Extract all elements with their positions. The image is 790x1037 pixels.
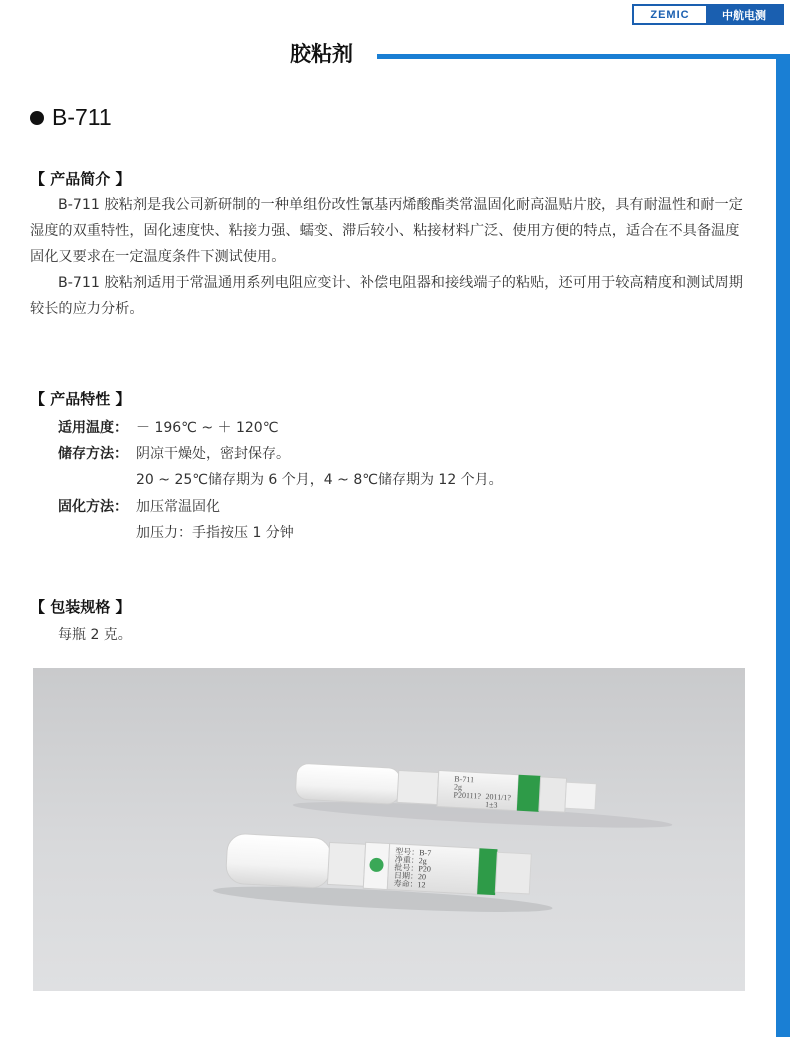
intro-paragraph-1: B-711 胶粘剂是我公司新研制的一种单组份改性氰基丙烯酸酯类常温固化耐高温贴片胶，具有耐温性和耐一定湿度的双重特性，固化速度快、粘接力强、蠕变、滞后较小、粘接材料广泛、使用方便的特点，适合在不具备温度固化又要求在一定温度条件下测试使用。 — [30, 197, 743, 265]
tube1-label-line: B-711 — [454, 774, 475, 785]
product-heading — [30, 104, 112, 131]
intro-paragraph-2: B-711 胶粘剂适用于常温通用系列电阻应变计、补偿电阻器和接线端子的粘贴，还可用于较高精度和测试周期较长的应力分析。 — [30, 275, 743, 317]
packaging-heading: 【 包装规格 】 — [30, 598, 131, 616]
cure-row — [58, 496, 220, 516]
tube1-label-line: P20111? — [453, 790, 482, 801]
tube1-label-line: 1±3 — [484, 800, 498, 810]
side-rule — [776, 54, 790, 1037]
tube2-label-line: 日期：20 — [393, 870, 427, 882]
brand-zemic: ZEMIC — [634, 6, 706, 23]
tube2-label-line: 净重：2g — [394, 854, 428, 866]
storage-value: 阴凉干燥处，密封保存。 — [136, 446, 290, 462]
adhesive-tubes-image — [33, 668, 745, 991]
tube2-label-line: 批号：P20 — [394, 862, 432, 874]
storage-label: 储存方法： — [58, 446, 128, 462]
cure-value: 加压常温固化 — [136, 499, 220, 515]
storage-note: 20 ~ 25℃储存期为 6 个月，4 ~ 8℃储存期为 12 个月。 — [136, 472, 503, 488]
features-heading: 【 产品特性 】 — [30, 390, 131, 408]
header-rule — [377, 54, 790, 59]
tube1-label-line: 2g — [453, 782, 463, 792]
page-title: 胶粘剂 — [290, 42, 353, 66]
storage-row — [58, 443, 290, 463]
tube2-label-line: 型号：B-7 — [395, 846, 432, 858]
temp-row — [58, 417, 278, 437]
cure-label: 固化方法： — [58, 499, 128, 515]
tube1-label-line: 2011/1? — [485, 792, 512, 803]
product-photo — [33, 668, 745, 991]
temp-label: 适用温度： — [58, 420, 128, 436]
packaging-value: 每瓶 2 克。 — [58, 627, 132, 643]
product-name: B-711 — [52, 104, 112, 130]
brand-chinese: 中航电测 — [706, 6, 782, 23]
brand-logo — [632, 4, 784, 25]
intro-heading: 【 产品简介 】 — [30, 170, 131, 188]
bullet-icon — [30, 111, 44, 125]
tube2-label-line: 寿命：12 — [393, 878, 426, 890]
cure-note: 加压力：手指按压 1 分钟 — [136, 525, 294, 541]
temp-value: － 196℃ ~ ＋ 120℃ — [136, 420, 279, 436]
